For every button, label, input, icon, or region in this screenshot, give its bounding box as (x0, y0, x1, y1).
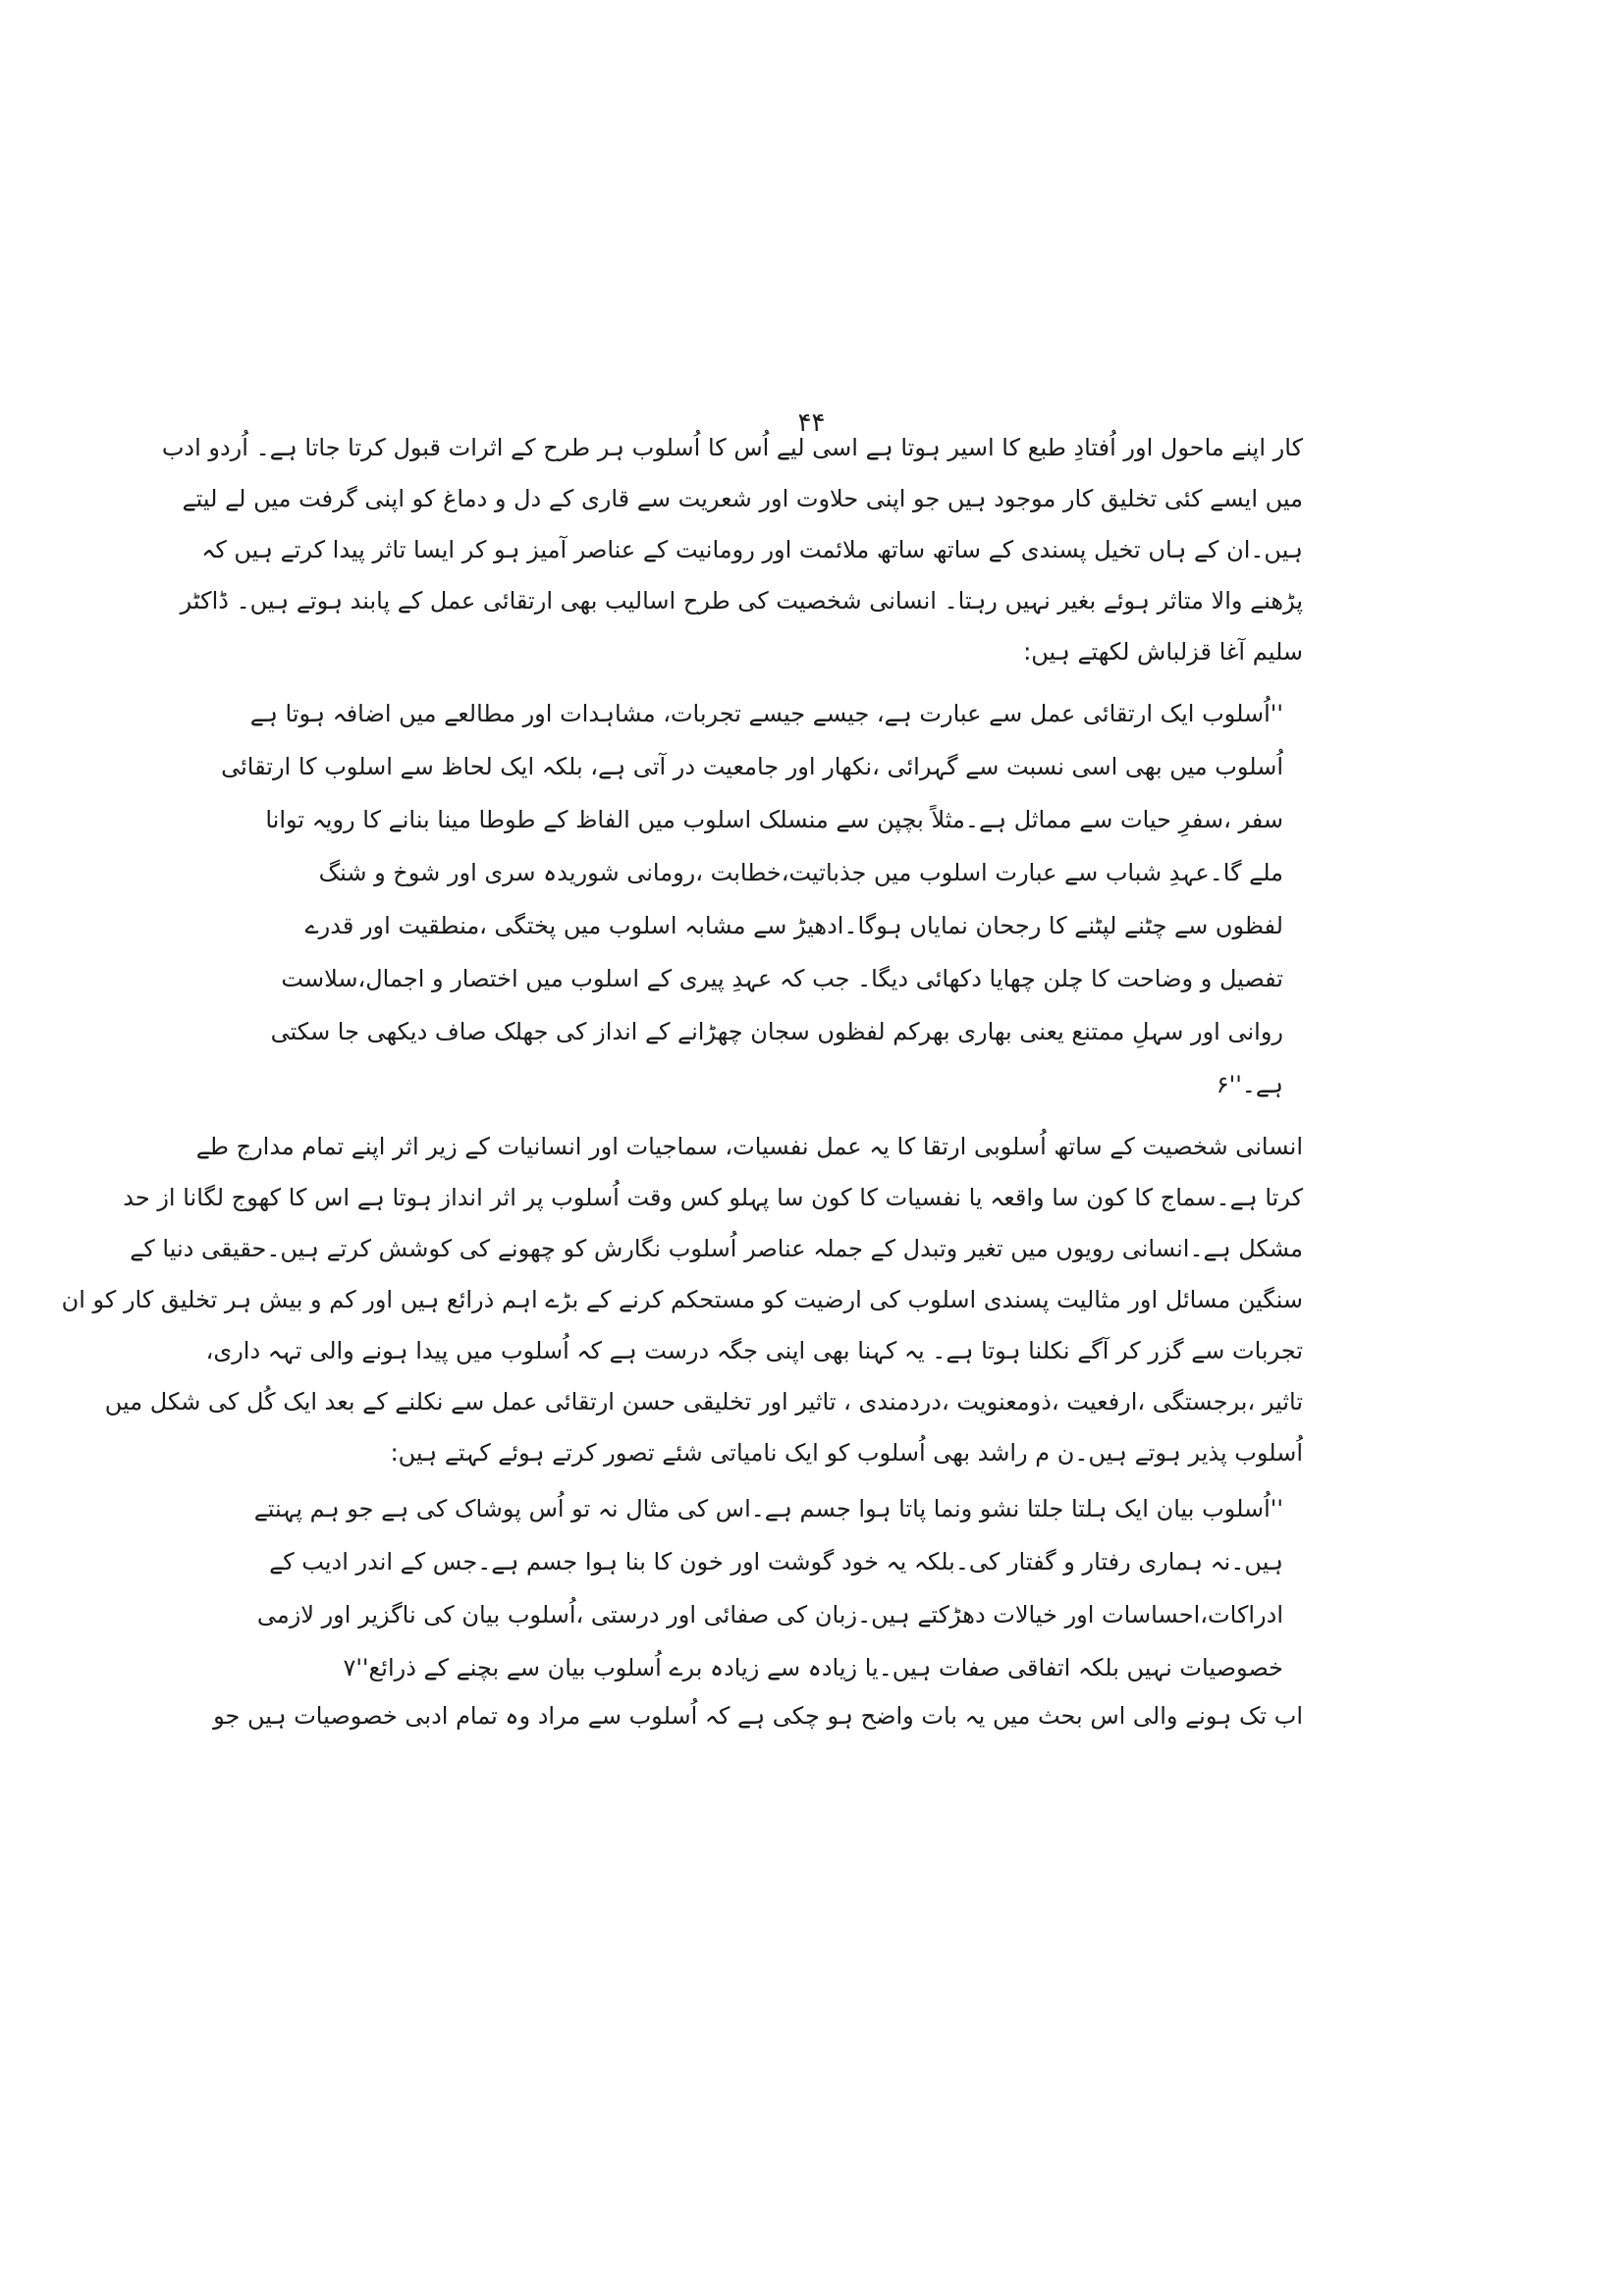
quote-line: سفر ،سفرِ حیات سے مماثل ہے۔مثلاً بچپن سے منسلک اسلوب میں الفاظ کے طوطا مینا بنانے کا رویہ توانا (265, 806, 1283, 833)
block-quote-2 (253, 1482, 1283, 1694)
quote-line: تفصیل و وضاحت کا چلن چھایا دکھائی دیگا۔ جب کہ عہدِ پیری کے اسلوب میں اختصار و اجمال،سلاست (281, 965, 1283, 992)
quote-line: خصوصیات نہیں بلکہ اتفاقی صفات ہیں۔یا زیادہ سے زیادہ برے اُسلوب بیان سے بچنے کے ذرائع''۷ (343, 1654, 1283, 1682)
paragraph-line: تجربات سے گزر کر آگے نکلنا ہوتا ہے۔ یہ کہنا بھی اپنی جگہ درست ہے کہ اُسلوب میں پیدا ہونے والی تہہ داری، (205, 1337, 1303, 1364)
paragraph-line: کار اپنے ماحول اور اُفتادِ طبع کا اسیر ہوتا ہے اسی لیے اُس کا اُسلوب ہر طرح کے اثرات قبول کرتا جاتا ہے۔ اُردو ادب (161, 434, 1303, 461)
quote-line: ''اُسلوب بیان ایک ہلتا جلتا نشو ونما پاتا ہوا جسم ہے۔اس کی مثال نہ تو اُس پوشاک کی ہے جو ہم پہنتے (253, 1495, 1283, 1522)
paragraph-3 (213, 1690, 1303, 1741)
paragraph-line: سنگین مسائل اور مثالیت پسندی اسلوب کی ارضیت کو مستحکم کرنے کے بڑے اہم ذرائع ہیں اور کم و بیش ہر تخلیق کار کو ان (61, 1286, 1303, 1313)
paragraph-1 (161, 422, 1303, 677)
quote-line: ''اُسلوب ایک ارتقائی عمل سے عبارت ہے، جیسے جیسے تجربات، مشاہدات اور مطالعے میں اضافہ ہوتا ہے (249, 700, 1283, 727)
page-number: ۴۴ (797, 408, 826, 438)
paragraph-line: تاثیر ،برجستگی ،ارفعیت ،ذومعنویت ،دردمندی ، تاثیر اور تخلیقی حسن ارتقائی عمل سے نکلنے کے بعد ایک کُل کی شکل میں (104, 1388, 1303, 1415)
paragraph-line: اب تک ہونے والی اس بحث میں یہ بات واضح ہو چکی ہے کہ اُسلوب سے مراد وہ تمام ادبی خصوصیات ہیں جو (213, 1702, 1303, 1730)
paragraph-line: سلیم آغا قزلباش لکھتے ہیں: (1023, 638, 1303, 666)
paragraph-line: مشکل ہے۔انسانی رویوں میں تغیر وتبدل کے جملہ عناصر اُسلوب نگارش کو چھونے کی کوشش کرتے ہیں۔حقیقی دنیا کے (130, 1235, 1303, 1262)
paragraph-2 (61, 1121, 1303, 1478)
paragraph-line: اُسلوب پذیر ہوتے ہیں۔ن م راشد بھی اُسلوب کو ایک نامیاتی شئے تصور کرتے ہوئے کہتے ہیں: (390, 1439, 1303, 1467)
quote-line: ہیں۔نہ ہماری رفتار و گفتار کی۔بلکہ یہ خود گوشت اور خون کا بنا ہوا جسم ہے۔جس کے اندر ادیب کے (269, 1548, 1283, 1575)
quote-line: ملے گا۔عہدِ شباب سے عبارت اسلوب میں جذباتیت،خطابت ،رومانی شوریدہ سری اور شوخ و شنگ (318, 859, 1283, 886)
paragraph-line: میں ایسے کئی تخلیق کار موجود ہیں جو اپنی حلاوت اور شعریت سے قاری کے دل و دماغ کو اپنی گرفت میں لے لیتے (182, 485, 1303, 512)
paragraph-line: کرتا ہے۔سماج کا کون سا واقعہ یا نفسیات کا کون سا پہلو کس وقت اُسلوب پر اثر انداز ہوتا ہے اس کا کھوج لگانا از حد (123, 1184, 1303, 1211)
paragraph-line: پڑھنے والا متاثر ہوئے بغیر نہیں رہتا۔ انسانی شخصیت کی طرح اسالیب بھی ارتقائی عمل کے پابند ہوتے ہیں۔ ڈاکٹر (180, 587, 1303, 614)
paragraph-line: ہیں۔ان کے ہاں تخیل پسندی کے ساتھ ساتھ ملائمت اور رومانیت کے عناصر آمیز ہو کر ایسا تاثر پیدا کرتے ہیں کہ (201, 536, 1303, 563)
quote-line: ادراکات،احساسات اور خیالات دھڑکتے ہیں۔زبان کی صفائی اور درستی ،اُسلوب بیان کی ناگزیر اور لازمی (256, 1601, 1283, 1629)
paragraph-line: انسانی شخصیت کے ساتھ اُسلوبی ارتقا کا یہ عمل نفسیات، سماجیات اور انسانیات کے زیر اثر اپنے تمام مدارج طے (195, 1133, 1303, 1160)
quote-line: ہے۔''۶ (1216, 1071, 1283, 1098)
block-quote-1 (221, 687, 1283, 1111)
quote-line: اُسلوب میں بھی اسی نسبت سے گہرائی ،نکھار اور جامعیت در آتی ہے، بلکہ ایک لحاظ سے اسلوب کا ارتقائی (221, 753, 1283, 780)
quote-line: روانی اور سہلِ ممتنع یعنی بھاری بھرکم لفظوں سجان چھڑانے کے انداز کی جھلک صاف دیکھی جا سکتی (270, 1018, 1283, 1045)
quote-line: لفظوں سے چٹنے لپٹنے کا رجحان نمایاں ہوگا۔ادھیڑ سے مشابہ اسلوب میں پختگی ،منطقیت اور قدرے (304, 912, 1283, 939)
